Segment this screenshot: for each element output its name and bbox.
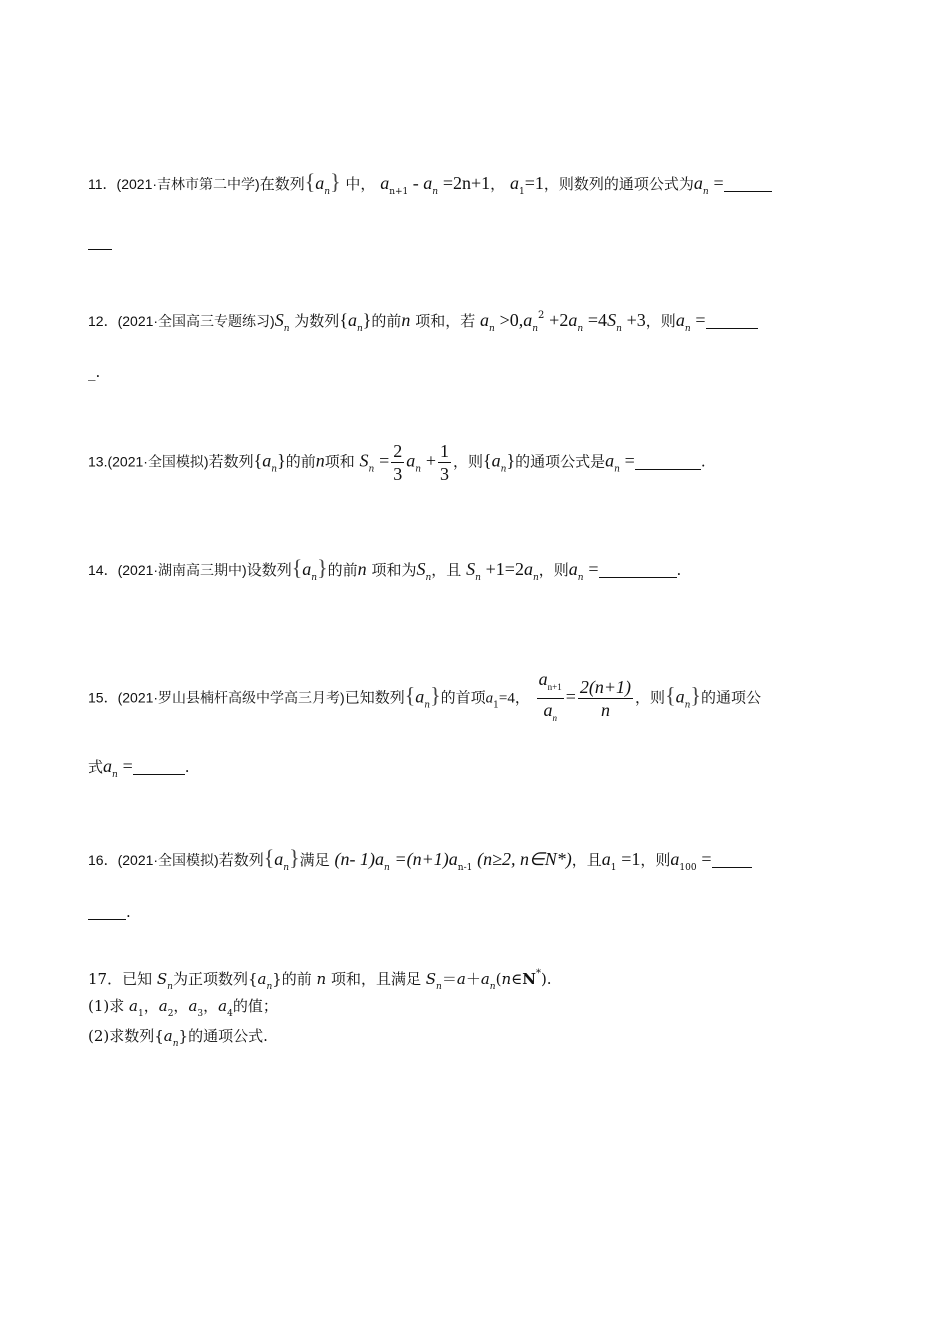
question-number: 14． bbox=[88, 562, 118, 578]
question-number: 13. bbox=[88, 453, 108, 470]
answer-blank-continued[interactable] bbox=[88, 903, 126, 920]
fraction: $\frac{a_{n+1}}{a_n}$ bbox=[538, 669, 562, 723]
question-12-tail: _. bbox=[88, 363, 101, 381]
question-15-tail: 式$a_n$ = . bbox=[88, 756, 190, 780]
question-16: 16．(2021·全国模拟)若数列$\{a_n\}$满足 (n- $1)a_n =(n+1)a_{n-1}$ (n≥2, n∈N*)，且$a_1 =1$，则$a_{100}$ = bbox=[88, 848, 752, 878]
answer-blank[interactable] bbox=[706, 312, 758, 329]
question-source: (2021·全国模拟) bbox=[107, 453, 209, 470]
question-15: 15．(2021·罗山县楠杆高级中学高三月考)已知数列$\{a_n\}$的首项$a_1=4$， $\frac{a_{n+1}}{a_n}$ = $\frac{2(n+1)}{n}$ ，则$\{a_n\}$的通项公 bbox=[88, 668, 761, 729]
question-number: 16． bbox=[88, 852, 118, 868]
question-17-part-1: (1)求 $a_1$，$a_2$，$a_3$，$a_4$的值； bbox=[88, 997, 278, 1019]
answer-blank[interactable] bbox=[724, 175, 772, 192]
question-16-tail: . bbox=[88, 902, 131, 922]
fraction: $\frac{2(n+1)}{n}$ bbox=[579, 677, 632, 720]
question-number: 12． bbox=[88, 313, 118, 329]
question-source: (2021·全国模拟) bbox=[117, 852, 219, 868]
question-number: 15． bbox=[88, 689, 118, 706]
question-17: 17．已知 $S_n$为正项数列$\{a_n\}$的前 n 项和，且满足 $S_n=a+a_n(n\in N^*)$. bbox=[88, 968, 552, 992]
answer-blank[interactable] bbox=[712, 851, 752, 868]
question-17-part-2: (2)求数列$\{a_n\}$的通项公式. bbox=[88, 1027, 268, 1049]
answer-blank[interactable] bbox=[133, 758, 185, 775]
question-13: 13.(2021·全国模拟)若数列$\{a_n\}$的前n项和 $S_n$ = $\frac{2}{3}$ $a_n$ + $\frac{1}{3}$ ，则$\{a_n\}$的通项公式是$a_n$ = . bbox=[88, 441, 706, 484]
question-source: (2021·罗山县楠杆高级中学高三月考) bbox=[117, 689, 345, 706]
answer-blank[interactable] bbox=[599, 561, 677, 578]
fraction: $\frac{1}{3}$ bbox=[439, 441, 449, 484]
answer-blank[interactable] bbox=[635, 453, 701, 470]
question-12: 12．(2021·全国高三专题练习)$S_n$ 为数列$\{a_n\}$的前n 项和，若 $a_n >0,a_n^2 +2a_n =4S_n +3$，则$a_n$ = bbox=[88, 306, 758, 339]
answer-blank-continued[interactable] bbox=[88, 232, 112, 252]
fraction: $\frac{2}{3}$ bbox=[393, 441, 403, 484]
question-source: (2021·吉林市第二中学) bbox=[116, 176, 260, 192]
question-14: 14．(2021·湖南高三期中)设数列$\{a_n\}$的前n 项和为$S_n$，且 $S_n +1=2a_n$，则$a_n$ = . bbox=[88, 555, 682, 583]
question-source: (2021·湖南高三期中) bbox=[117, 562, 247, 578]
question-number: 11． bbox=[88, 176, 117, 192]
question-source: (2021·全国高三专题练习) bbox=[117, 313, 275, 329]
question-11: 11．(2021·吉林市第二中学)在数列$\{a_n\}$ 中， $a_{n+1} - a_n =2n+1$， $a_1=1$，则数列的通项公式为$a_n$ = bbox=[88, 172, 772, 202]
